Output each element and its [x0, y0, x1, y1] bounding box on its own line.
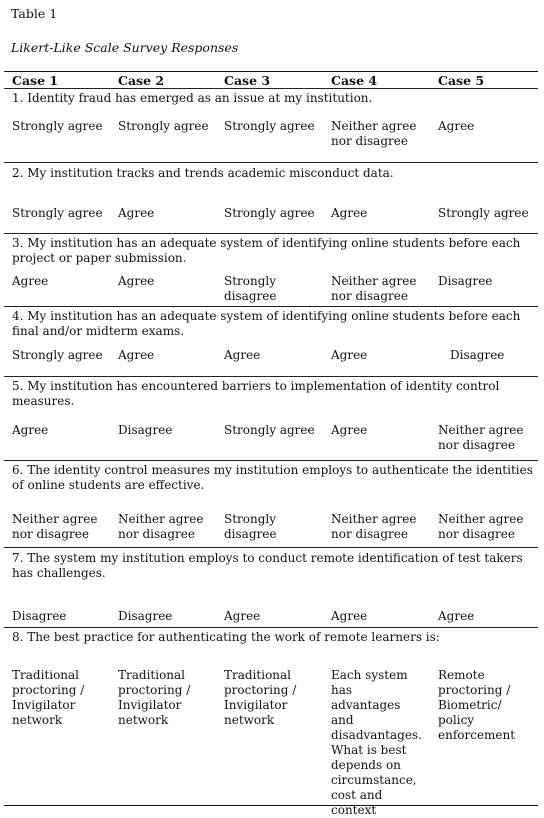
question-1: 1. Identity fraud has emerged as an issue at my institution. — [12, 91, 373, 105]
response-6-3: Strongly disagree — [224, 512, 277, 541]
response-8-3: Traditional proctoring / Invigilator network — [224, 668, 297, 727]
response-1-3: Strongly agree — [224, 119, 315, 133]
response-2-3: Strongly agree — [224, 206, 315, 220]
header-case-3: Case 3 — [224, 73, 271, 88]
response-8-4: Each system has advantages and disadvantages. What is best depends on circumstance, cost and context — [331, 668, 422, 817]
response-6-4: Neither agree nor disagree — [331, 512, 417, 541]
response-3-3: Strongly disagree — [224, 274, 277, 303]
response-7-2: Disagree — [118, 609, 173, 623]
header-rule — [4, 88, 538, 89]
response-5-3: Strongly agree — [224, 423, 315, 437]
response-1-5: Agree — [438, 119, 475, 133]
row-rule — [4, 233, 538, 234]
question-8: 8. The best practice for authenticating the work of remote learners is: — [12, 630, 440, 644]
response-5-4: Agree — [331, 423, 368, 437]
question-2: 2. My institution tracks and trends academic misconduct data. — [12, 166, 394, 180]
response-6-2: Neither agree nor disagree — [118, 512, 204, 541]
response-6-5: Neither agree nor disagree — [438, 512, 524, 541]
response-2-2: Agree — [118, 206, 155, 220]
row-rule — [4, 460, 538, 461]
response-7-3: Agree — [224, 609, 261, 623]
response-2-5: Strongly agree — [438, 206, 529, 220]
row-rule — [4, 306, 538, 307]
question-5: 5. My institution has encountered barriers to implementation of identity control measures. — [12, 379, 500, 408]
response-4-3: Agree — [224, 348, 261, 362]
response-7-1: Disagree — [12, 609, 67, 623]
table-label: Table 1 — [11, 6, 58, 21]
question-6: 6. The identity control measures my institution employs to authenticate the identities of online students are effective. — [12, 463, 533, 492]
response-1-4: Neither agree nor disagree — [331, 119, 417, 148]
row-rule — [4, 376, 538, 377]
response-4-1: Strongly agree — [12, 348, 103, 362]
response-1-2: Strongly agree — [118, 119, 209, 133]
response-4-2: Agree — [118, 348, 155, 362]
response-3-4: Neither agree nor disagree — [331, 274, 417, 303]
row-rule — [4, 162, 538, 163]
response-7-5: Agree — [438, 609, 475, 623]
header-case-2: Case 2 — [118, 73, 165, 88]
header-case-5: Case 5 — [438, 73, 485, 88]
bottom-rule — [4, 805, 538, 806]
response-6-1: Neither agree nor disagree — [12, 512, 98, 541]
table-title: Likert-Like Scale Survey Responses — [11, 40, 239, 55]
response-7-4: Agree — [331, 609, 368, 623]
response-5-1: Agree — [12, 423, 49, 437]
response-1-1: Strongly agree — [12, 119, 103, 133]
response-3-1: Agree — [12, 274, 49, 288]
response-5-5: Neither agree nor disagree — [438, 423, 524, 452]
question-7: 7. The system my institution employs to conduct remote identification of test takers has challenges. — [12, 551, 523, 580]
response-8-5: Remote proctoring / Biometric/ policy enforcement — [438, 668, 516, 742]
question-4: 4. My institution has an adequate system of identifying online students before each final and/or midterm exams. — [12, 309, 521, 338]
response-8-2: Traditional proctoring / Invigilator network — [118, 668, 191, 727]
response-2-1: Strongly agree — [12, 206, 103, 220]
response-8-1: Traditional proctoring / Invigilator network — [12, 668, 85, 727]
response-3-2: Agree — [118, 274, 155, 288]
response-4-5: Disagree — [450, 348, 505, 362]
top-rule — [4, 71, 538, 72]
response-5-2: Disagree — [118, 423, 173, 437]
row-rule — [4, 547, 538, 548]
question-3: 3. My institution has an adequate system of identifying online students before each project or paper submission. — [12, 236, 521, 265]
response-2-4: Agree — [331, 206, 368, 220]
response-3-5: Disagree — [438, 274, 493, 288]
row-rule — [4, 627, 538, 628]
header-case-1: Case 1 — [12, 73, 59, 88]
header-case-4: Case 4 — [331, 73, 378, 88]
response-4-4: Agree — [331, 348, 368, 362]
